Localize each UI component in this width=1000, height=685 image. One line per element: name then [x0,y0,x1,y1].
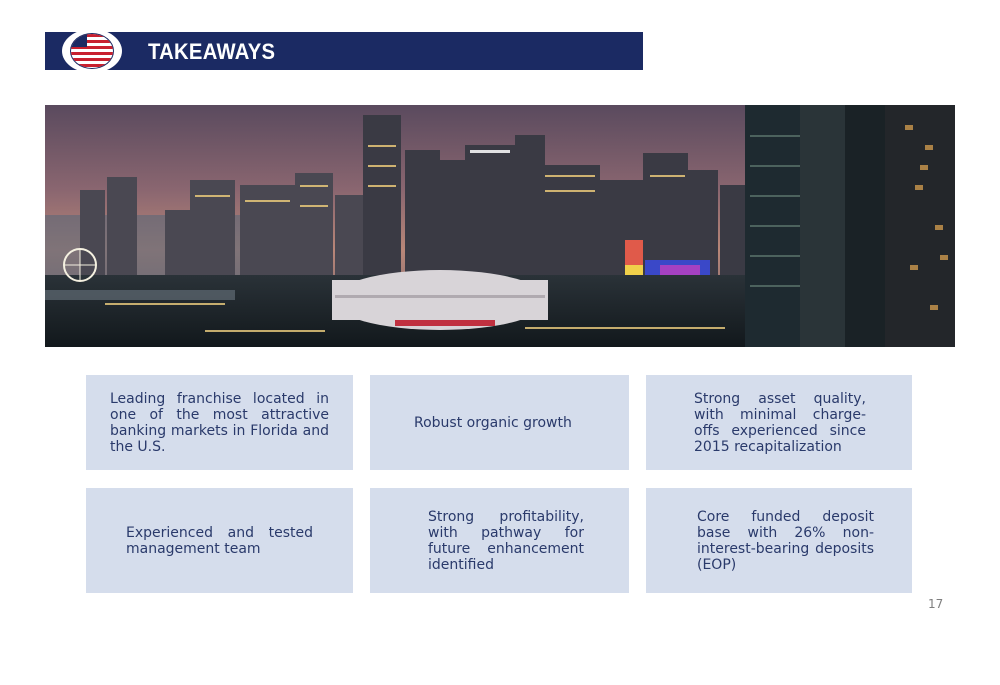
night-city-skyline-photo [45,105,955,347]
header-bar [45,32,643,70]
takeaway-text: Robust organic growth [414,414,572,431]
flag-circle-logo [62,29,122,73]
takeaway-card-management [86,488,353,593]
takeaway-text: Core funded deposit base with 26% non-interest-bearing deposits (EOP) [697,508,874,573]
takeaway-card-profitability [370,488,629,593]
takeaway-card-asset-quality [646,375,912,470]
takeaway-text: Leading franchise located in one of the most attractive banking markets in Florida and the U.S. [110,390,329,455]
page-number: 17 [928,597,944,611]
takeaway-text: Experienced and tested management team [126,524,313,557]
takeaway-card-franchise [86,375,353,470]
page-title: TAKEAWAYS [148,39,276,64]
takeaway-text: Strong asset quality, with minimal charge-offs experienced since 2015 recapitalization [694,390,866,455]
takeaway-card-deposits [646,488,912,593]
takeaway-text: Strong profitability, with pathway for future enhancement identified [428,508,584,573]
takeaway-card-growth [370,375,629,470]
